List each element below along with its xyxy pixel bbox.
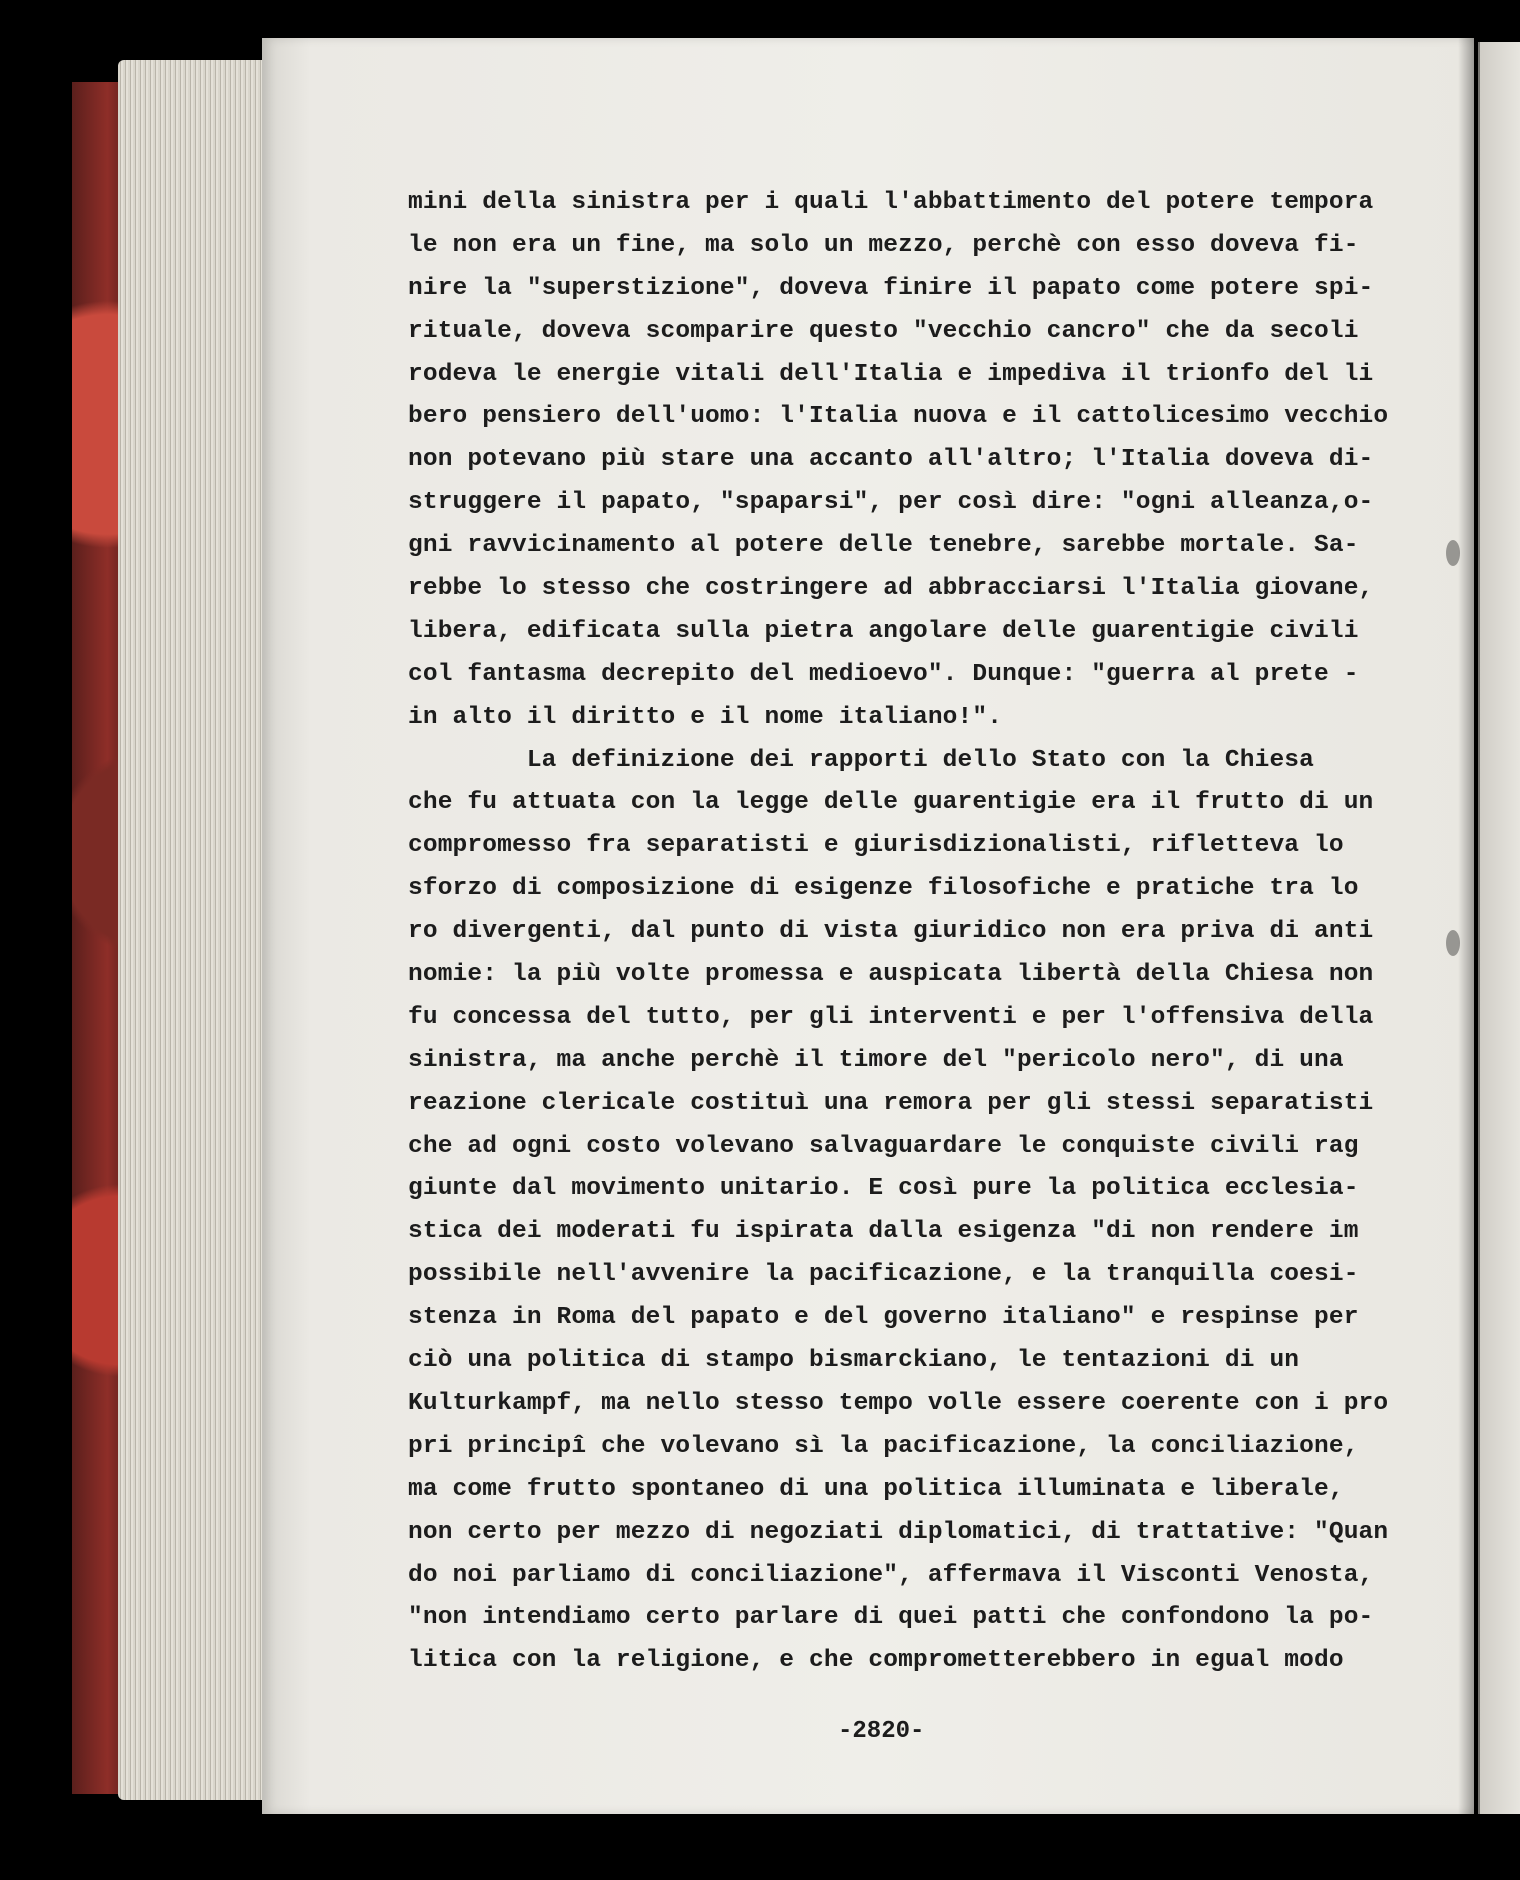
text-line: non potevano più stare una accanto all'altro; l'Italia doveva di- bbox=[408, 446, 1374, 474]
text-line: ro divergenti, dal punto di vista giuridico non era priva di anti bbox=[408, 918, 1374, 946]
text-line: gni ravvicinamento al potere delle tenebre, sarebbe mortale. Sa- bbox=[408, 532, 1359, 560]
text-line: che ad ogni costo volevano salvaguardare le conquiste civili rag bbox=[408, 1132, 1359, 1160]
text-line: mini della sinistra per i quali l'abbattimento del potere tempora bbox=[408, 189, 1374, 216]
next-page-edge bbox=[1478, 42, 1520, 1814]
text-line: pri principî che volevano sì la pacificazione, la conciliazione, bbox=[408, 1432, 1359, 1460]
text-line: ma come frutto spontaneo di una politica illuminata e liberale, bbox=[408, 1475, 1344, 1503]
page-number: -2820- bbox=[838, 1718, 925, 1745]
text-line: stica dei moderati fu ispirata dalla esigenza "di non rendere im bbox=[408, 1218, 1359, 1246]
text-line: ciò una politica di stampo bismarckiano, le tentazioni di un bbox=[408, 1347, 1300, 1375]
text-line: non certo per mezzo di negoziati diplomatici, di trattative: "Quan bbox=[408, 1518, 1389, 1546]
text-line: che fu attuata con la legge delle guarentigie era il frutto di un bbox=[408, 789, 1374, 817]
text-line: Kulturkampf, ma nello stesso tempo volle essere coerente con i pro bbox=[408, 1389, 1389, 1417]
text-line: do noi parliamo di conciliazione", affermava il Visconti Venosta, bbox=[408, 1561, 1374, 1589]
text-line: col fantasma decrepito del medioevo". Dunque: "guerra al prete - bbox=[408, 660, 1359, 688]
page-notch bbox=[1446, 930, 1460, 956]
text-line: in alto il diritto e il nome italiano!". bbox=[408, 703, 1003, 731]
text-line: possibile nell'avvenire la pacificazione, e la tranquilla coesi- bbox=[408, 1261, 1359, 1289]
text-line: nomie: la più volte promessa e auspicata libertà della Chiesa non bbox=[408, 961, 1374, 989]
text-line: rebbe lo stesso che costringere ad abbracciarsi l'Italia giovane, bbox=[408, 575, 1374, 603]
page-stack-edge bbox=[118, 60, 268, 1800]
text-line: fu concessa del tutto, per gli interventi e per l'offensiva della bbox=[408, 1003, 1374, 1031]
text-line: stenza in Roma del papato e del governo italiano" e respinse per bbox=[408, 1304, 1359, 1332]
text-line: struggere il papato, "spaparsi", per così dire: "ogni alleanza,o- bbox=[408, 489, 1374, 517]
text-line: rodeva le energie vitali dell'Italia e impediva il trionfo del li bbox=[408, 360, 1374, 388]
text-line: "non intendiamo certo parlare di quei patti che confondono la po- bbox=[408, 1604, 1374, 1632]
page-notch bbox=[1446, 540, 1460, 566]
text-line: litica con la religione, e che comprometterebbero in egual modo bbox=[408, 1647, 1344, 1675]
text-line: libera, edificata sulla pietra angolare delle guarentigie civili bbox=[408, 617, 1359, 645]
body-text bbox=[408, 182, 1389, 1683]
text-line: sforzo di composizione di esigenze filosofiche e pratiche tra lo bbox=[408, 875, 1359, 903]
text-line: bero pensiero dell'uomo: l'Italia nuova e il cattolicesimo vecchio bbox=[408, 403, 1389, 431]
text-line: compromesso fra separatisti e giurisdizionalisti, rifletteva lo bbox=[408, 832, 1344, 860]
text-line: nire la "superstizione", doveva finire il papato come potere spi- bbox=[408, 274, 1374, 302]
text-line: rituale, doveva scomparire questo "vecchio cancro" che da secoli bbox=[408, 317, 1359, 345]
text-line: La definizione dei rapporti dello Stato con la Chiesa bbox=[408, 746, 1314, 774]
text-line: le non era un fine, ma solo un mezzo, perchè con esso doveva fi- bbox=[408, 231, 1359, 259]
text-line: sinistra, ma anche perchè il timore del "pericolo nero", di una bbox=[408, 1046, 1344, 1074]
text-line: giunte dal movimento unitario. E così pure la politica ecclesia- bbox=[408, 1175, 1359, 1203]
text-line: reazione clericale costituì una remora per gli stessi separatisti bbox=[408, 1089, 1374, 1117]
gutter-shadow bbox=[1458, 38, 1480, 1814]
